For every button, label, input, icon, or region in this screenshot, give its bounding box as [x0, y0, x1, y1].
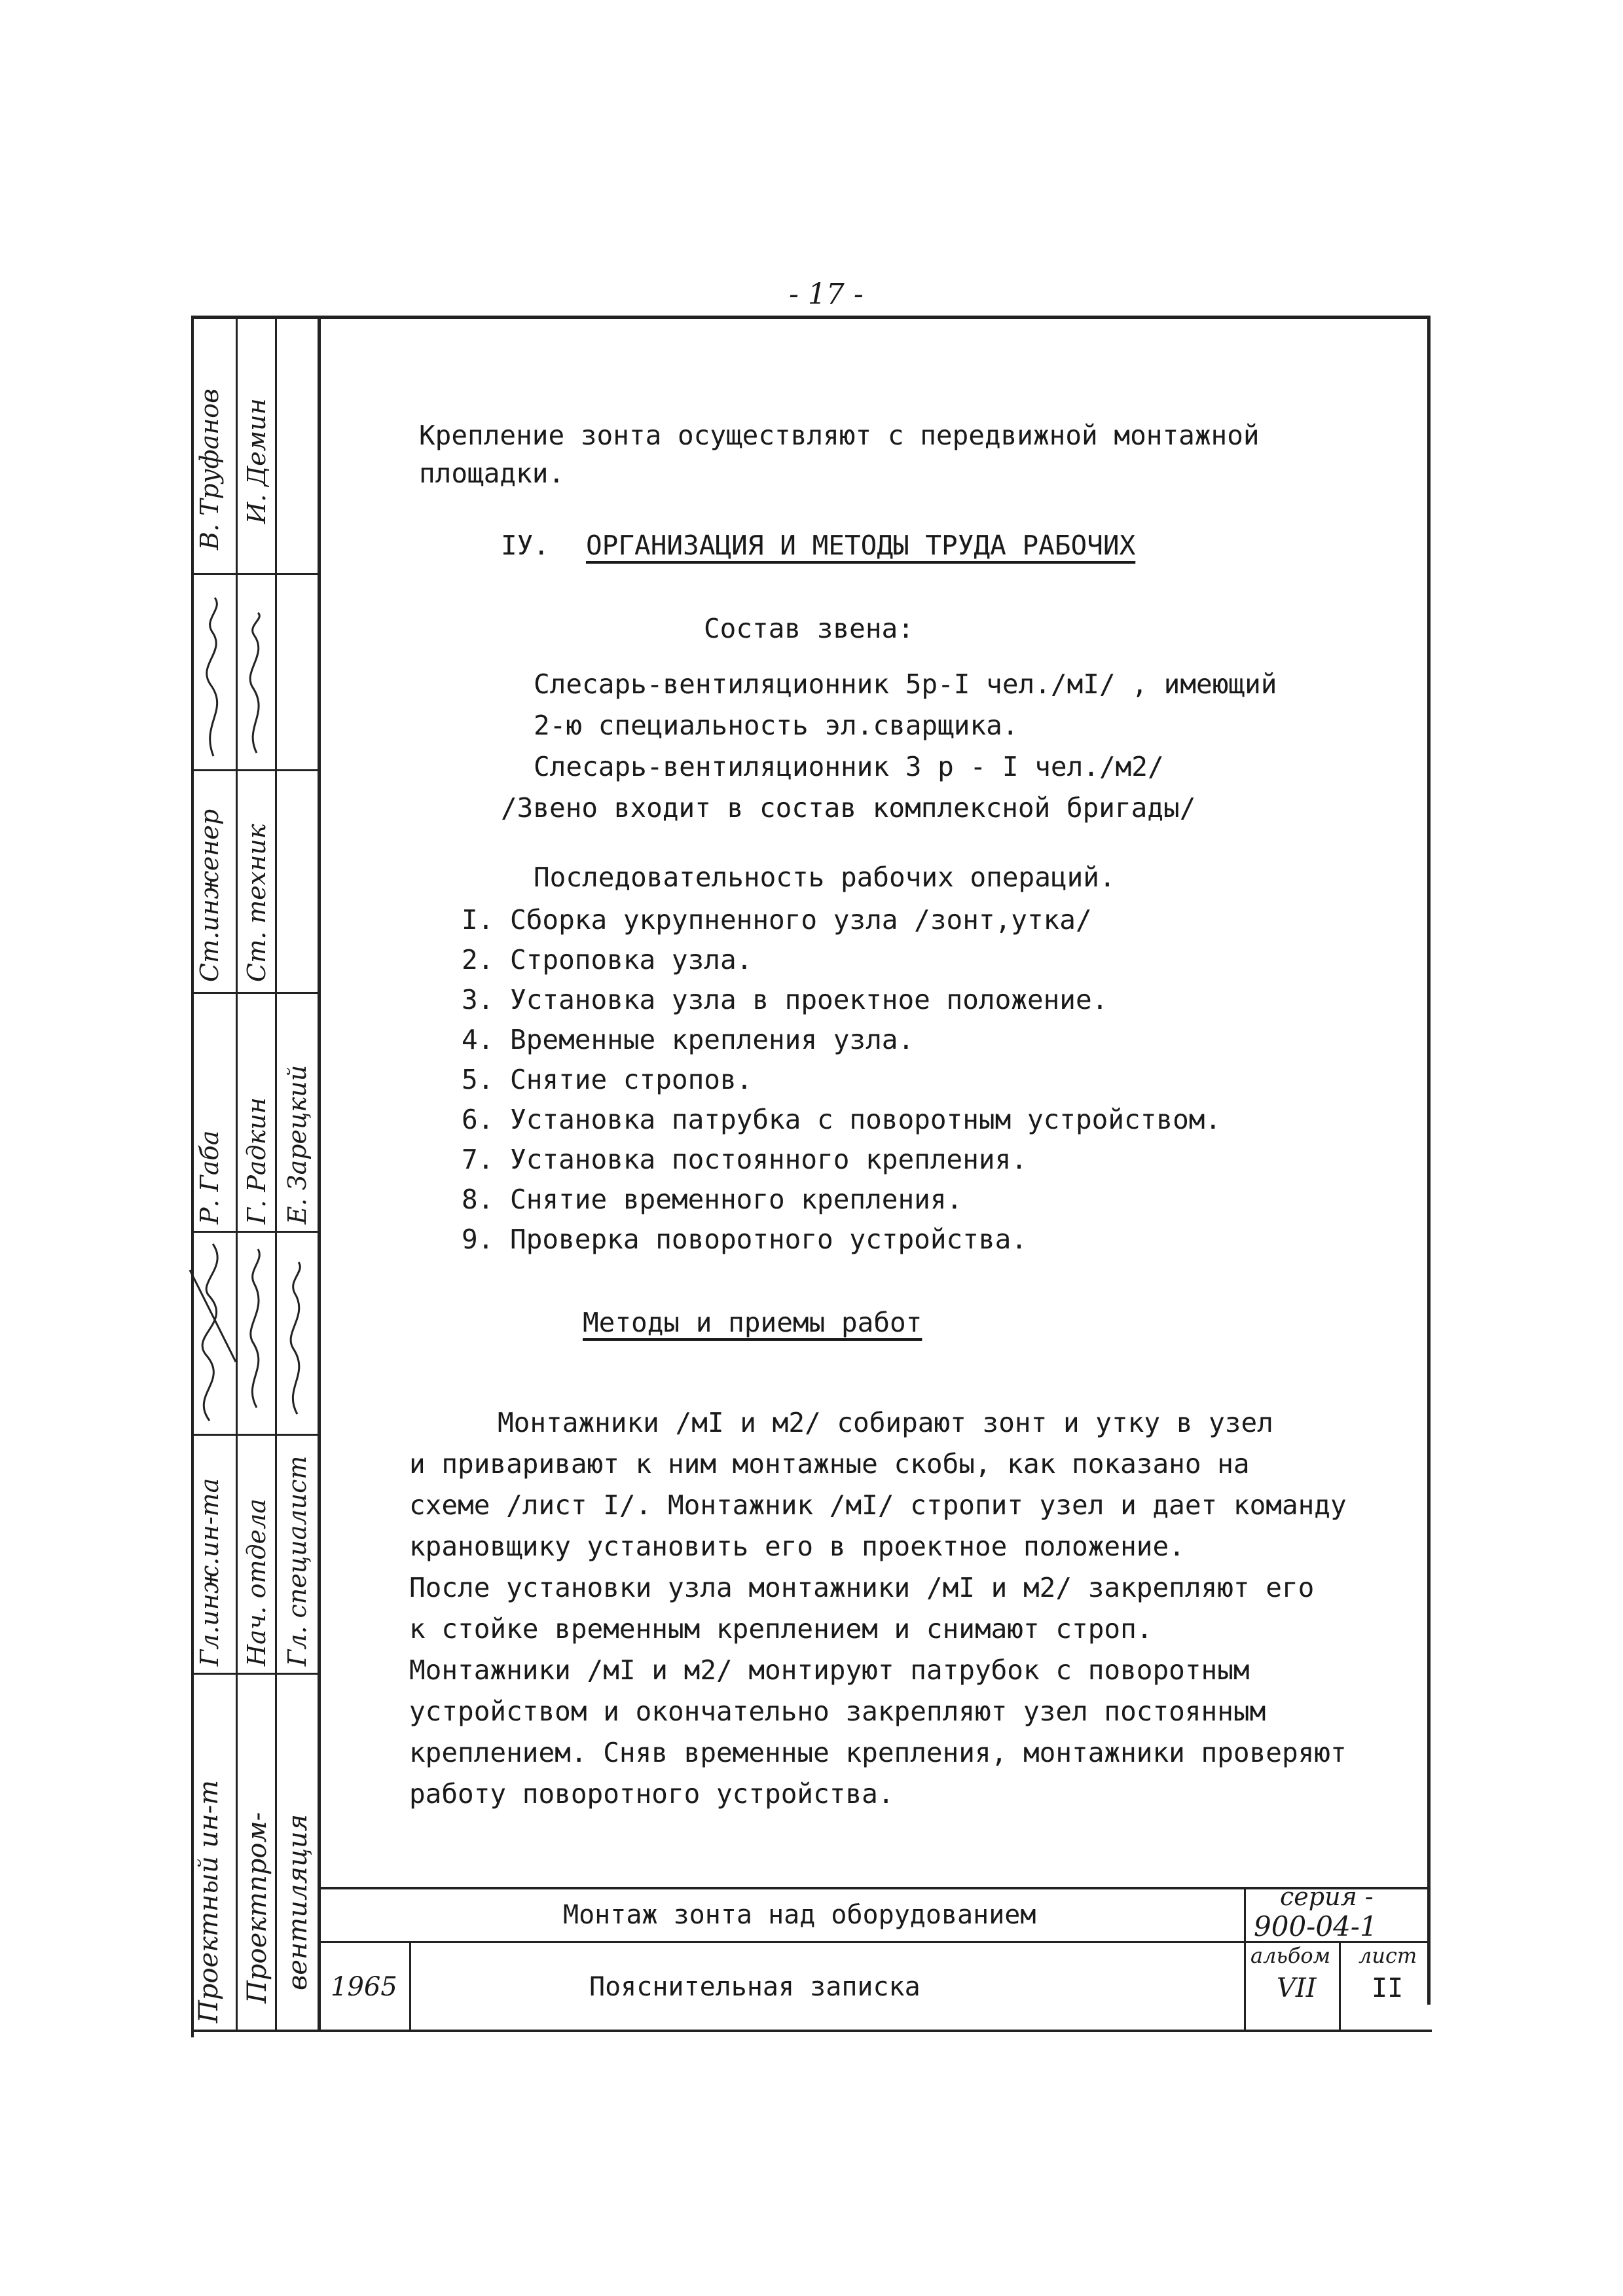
- operation-item-2: 2. Строповка узла.: [462, 944, 753, 975]
- methods-line-1: Монтажники /мI и м2/ собирают зонт и утку в узел: [498, 1407, 1273, 1438]
- operation-item-3: 3. Установка узла в проектное положение.: [462, 984, 1108, 1015]
- operation-item-4: 4. Временные крепления узла.: [462, 1024, 915, 1055]
- stamp-role-chief-specialist: Гл. специалист: [283, 1455, 312, 1666]
- frame-right: [1427, 316, 1431, 2005]
- stamp-org-line3: вентиляция: [283, 1813, 313, 1990]
- stamp-org-line2: Проектпром-: [242, 1812, 272, 2003]
- signature-trufanov: [194, 592, 236, 763]
- operations-heading: Последовательность рабочих операций.: [534, 862, 1116, 893]
- stamp-sep-2: [191, 769, 319, 771]
- methods-line-9: креплением. Сняв временные крепления, монтажники проверяют: [409, 1737, 1347, 1768]
- methods-line-5: После установки узла монтажники /мI и м2/ закрепляют его: [409, 1572, 1315, 1603]
- signature-gaba: [183, 1231, 242, 1427]
- title-block-col-sheet: [1339, 1941, 1341, 2031]
- sheet-value: II: [1372, 1973, 1404, 2003]
- stamp-role-st-engineer: Ст.инженер: [195, 809, 224, 982]
- methods-heading: Методы и приемы работ: [583, 1307, 922, 1338]
- page-number: - 17 -: [789, 278, 864, 311]
- methods-line-2: и приваривают к ним монтажные скобы, как показано на: [409, 1448, 1250, 1480]
- team-line-4: /Звено входит в состав комплексной бригады/: [501, 792, 1196, 824]
- operation-item-7: 7. Установка постоянного крепления.: [462, 1144, 1027, 1175]
- methods-line-8: устройством и окончательно закрепляют узел постоянным: [409, 1696, 1266, 1727]
- section-title: ОРГАНИЗАЦИЯ И МЕТОДЫ ТРУДА РАБОЧИХ: [586, 530, 1136, 561]
- operation-item-6: 6. Установка патрубка с поворотным устройством.: [462, 1104, 1222, 1135]
- methods-line-6: к стойке временным креплением и снимают строп.: [409, 1613, 1153, 1645]
- title-block-title: Монтаж зонта над оборудованием: [563, 1900, 1036, 1930]
- stamp-role-st-technician: Ст. техник: [242, 824, 271, 982]
- title-block-top: [319, 1887, 1431, 1889]
- stamp-name-trufanov: В. Труфанов: [195, 388, 224, 550]
- intro-line-2: площадки.: [419, 458, 565, 489]
- stamp-name-radkin: Г. Радкин: [242, 1097, 271, 1224]
- title-block-col-year: [409, 1941, 411, 2031]
- frame-top: [191, 316, 1430, 319]
- signature-radkin: [238, 1244, 275, 1414]
- album-value: VII: [1277, 1973, 1317, 2003]
- title-block-col-series: [1244, 1887, 1246, 2031]
- operation-item-9: 9. Проверка поворотного устройства.: [462, 1224, 1027, 1255]
- title-block-year: 1965: [331, 1972, 397, 2002]
- intro-line-1: Крепление зонта осуществляют с передвижной монтажной: [419, 420, 1260, 451]
- operation-item-5: 5. Снятие стропов.: [462, 1064, 753, 1095]
- methods-line-4: крановщику установить его в проектное положение.: [409, 1531, 1185, 1562]
- stamp-sep-1: [191, 573, 319, 575]
- series-value: 900-04-1: [1254, 1910, 1377, 1942]
- methods-line-10: работу поворотного устройства.: [409, 1778, 894, 1810]
- section-number: IУ.: [501, 530, 550, 561]
- stamp-sep-5: [191, 1434, 319, 1436]
- signature-demin: [238, 609, 275, 759]
- stamp-name-demin: И. Демин: [242, 398, 271, 524]
- stamp-name-zaretsky: Е. Зарецкий: [283, 1065, 312, 1224]
- methods-line-3: схеме /лист I/. Монтажник /мI/ стропит узел и дает команду: [409, 1489, 1347, 1521]
- stamp-role-chief-engineer: Гл.инж.ин-та: [195, 1478, 224, 1666]
- team-line-3: Слесарь-вентиляционник 3 р - I чел./м2/: [534, 751, 1164, 782]
- signature-zaretsky: [278, 1257, 317, 1421]
- stamp-org-line1: Проектный ин-т: [194, 1779, 224, 2023]
- methods-line-7: Монтажники /мI и м2/ монтируют патрубок с поворотным: [409, 1654, 1250, 1686]
- team-heading: Состав звена:: [704, 613, 914, 644]
- stamp-sep-3: [191, 992, 319, 994]
- stamp-sep-6: [191, 1673, 319, 1675]
- operation-item-8: 8. Снятие временного крепления.: [462, 1184, 963, 1215]
- stamp-role-dept-head: Нач. отдела: [242, 1499, 271, 1666]
- stamp-name-gaba: Р. Габа: [195, 1130, 224, 1224]
- title-block-subtitle: Пояснительная записка: [589, 1972, 921, 2002]
- team-line-1: Слесарь-вентиляционник 5р-I чел./мI/ , имеющий: [534, 668, 1277, 700]
- series-label: серия -: [1280, 1882, 1374, 1911]
- sheet-label: лист: [1359, 1943, 1417, 1968]
- operation-item-1: I. Сборка укрупненного узла /зонт,утка/: [462, 904, 1092, 936]
- album-label: альбом: [1250, 1943, 1331, 1968]
- team-line-2: 2-ю специальность эл.сварщика.: [534, 710, 1019, 741]
